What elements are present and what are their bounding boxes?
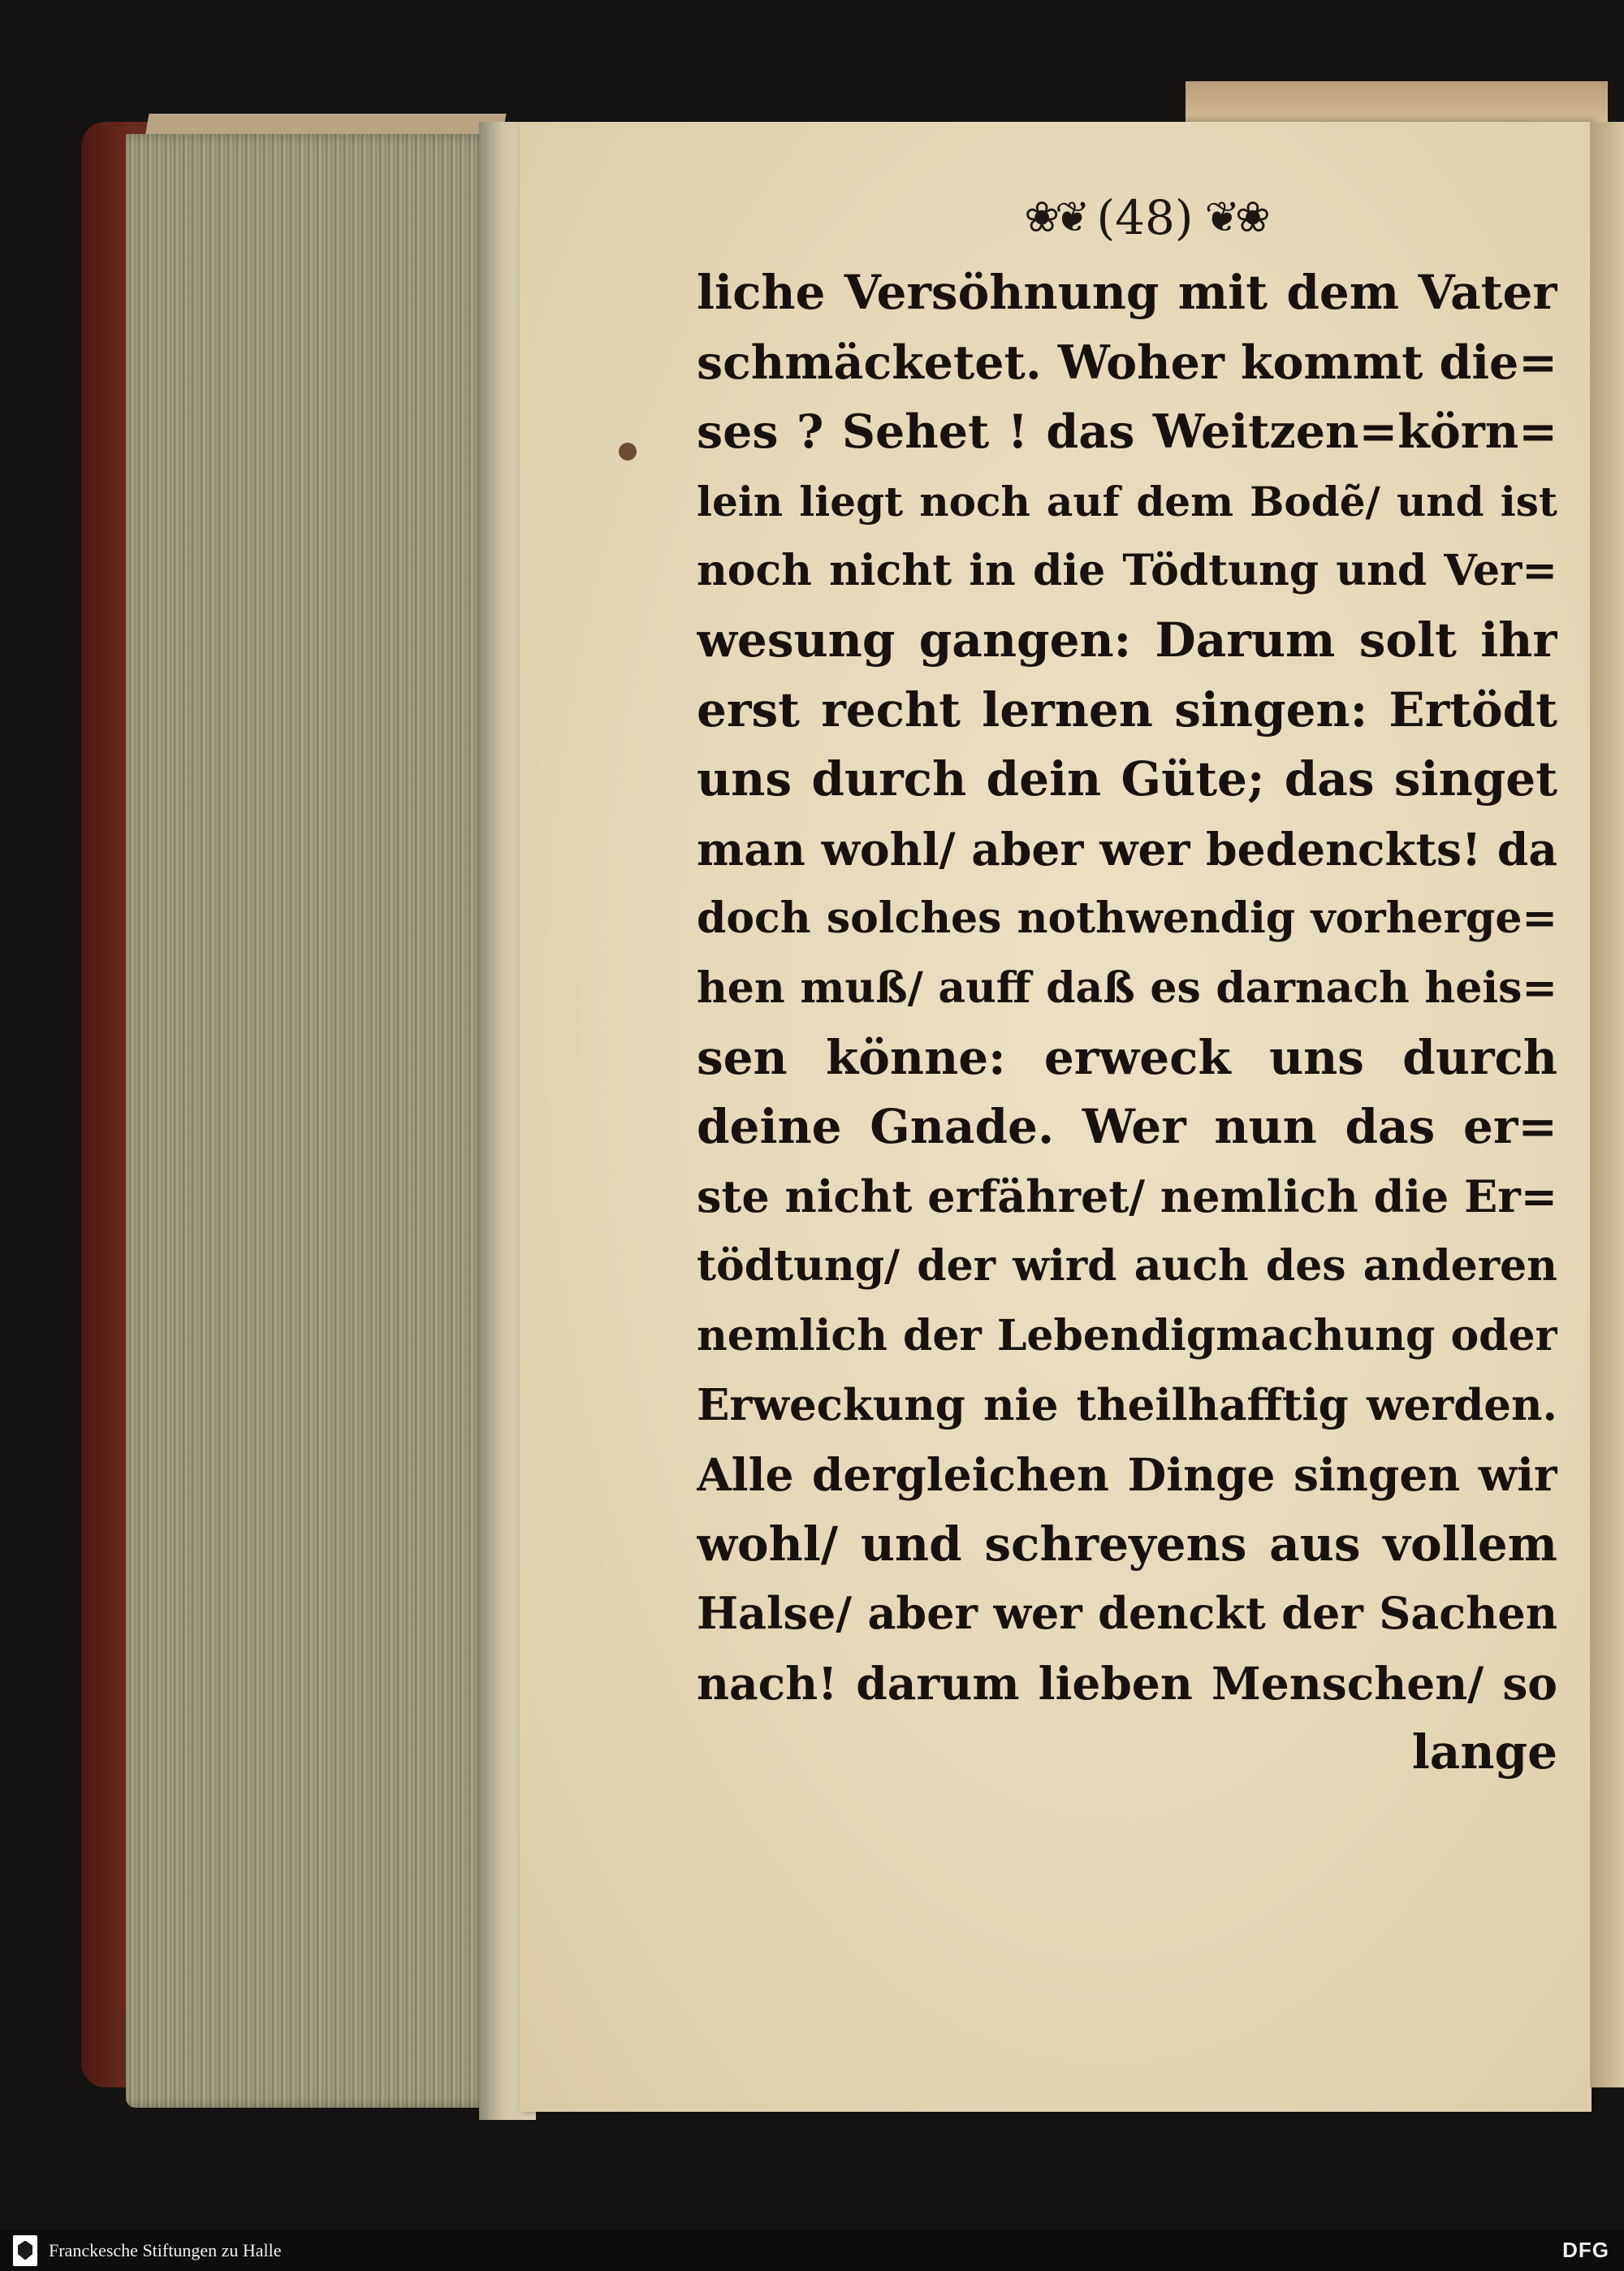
text-line: man wohl/ aber wer bedenckts! da [697, 822, 1557, 876]
crest-icon [13, 2235, 37, 2266]
dfg-logo: DFG [1562, 2238, 1609, 2262]
text-line: ste nicht erfähret/ nemlich die Er= [697, 1170, 1557, 1222]
page-number: (48) [1096, 190, 1194, 245]
text-line: Halse/ aber wer denckt der Sachen [697, 1587, 1557, 1640]
text-line: sen könne: erweck uns durch [697, 1029, 1557, 1085]
institution-name: Franckesche Stiftungen zu Halle [49, 2239, 282, 2260]
text-line: Alle dergleichen Dinge singen wir [697, 1448, 1557, 1502]
text-line: doch solches nothwendig vorherge= [697, 893, 1557, 944]
text-line: deine Gnade. Wer nun das er= [697, 1099, 1557, 1155]
text-line: lein liegt noch auf dem Bodẽ/ und ist [697, 477, 1557, 526]
text-line: tödtung/ der wird auch des anderen [697, 1241, 1557, 1291]
catchword: lange [1411, 1724, 1557, 1780]
text-line: schmäcketet. Woher kommt die= [697, 335, 1557, 390]
text-line: erst recht lernen singen: Ertödt [697, 681, 1557, 738]
paper-stain [619, 443, 637, 461]
text-line: noch nicht in die Tödtung und Ver= [697, 546, 1557, 596]
viewer-footer [0, 2230, 1624, 2271]
text-line: liche Versöhnung mit dem Vater [697, 265, 1557, 320]
text-line: uns durch dein Güte; das singet [697, 751, 1557, 807]
text-block [697, 258, 1557, 1788]
text-line: Erweckung nie theilhafftig werden. [697, 1379, 1557, 1430]
page-header [974, 185, 1315, 250]
text-line: wohl/ und schreyens aus vollem [697, 1516, 1557, 1572]
facing-page-sliver [1590, 122, 1624, 2087]
ornament-right-icon: ❦❀ [1204, 193, 1266, 242]
text-line: wesung gangen: Darum solt ihr [697, 612, 1557, 668]
text-line: nach! darum lieben Menschen/ so [697, 1656, 1557, 1710]
text-line: hen muß/ auff daß es darnach heis= [697, 962, 1557, 1013]
page-block-edges [126, 134, 491, 2108]
text-line: nemlich der Lebendigmachung oder [697, 1310, 1557, 1360]
text-line: ses ? Sehet ! das Weitzen=körn= [697, 404, 1557, 460]
ornament-left-icon: ❀❦ [1024, 193, 1086, 242]
